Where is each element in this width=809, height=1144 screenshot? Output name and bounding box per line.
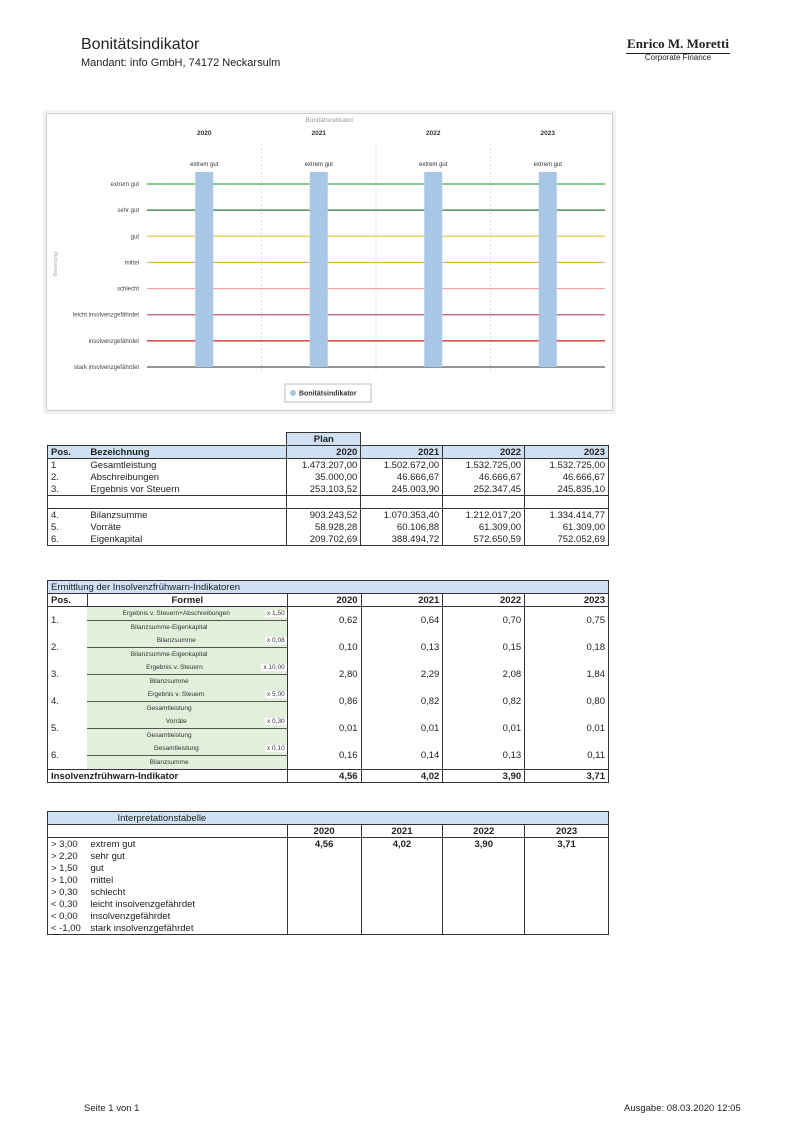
column-header: Pos. — [48, 594, 88, 607]
rating-value: 4,56 — [287, 838, 361, 851]
empty-cell — [287, 898, 361, 910]
rating-value: 3,90 — [443, 838, 525, 851]
column-header: 2021 — [361, 594, 443, 607]
row-value: 1.334.414,77 — [525, 509, 609, 522]
row-value: 245.003,90 — [361, 483, 443, 496]
total-value: 3,90 — [443, 770, 525, 783]
empty-cell — [443, 874, 525, 886]
interpretation-row — [48, 850, 609, 862]
table-row — [48, 483, 609, 496]
formula-numerator — [87, 742, 287, 756]
empty-cell — [443, 910, 525, 922]
numerator-text: Bilanzsumme — [156, 637, 196, 644]
row-value: 0,64 — [361, 607, 443, 635]
empty-cell — [525, 910, 609, 922]
category-label: 2020 — [197, 130, 212, 137]
row-value: 1.502.672,00 — [361, 459, 443, 472]
rating-value: 3,71 — [525, 838, 609, 851]
empty-cell — [287, 874, 361, 886]
legend-marker — [290, 390, 296, 396]
row-value: 0,82 — [443, 688, 525, 715]
empty-cell — [525, 898, 609, 910]
row-label: Ergebnis vor Steuern — [87, 483, 286, 496]
row-value: 0,62 — [287, 607, 361, 635]
formula-numerator — [87, 607, 287, 621]
column-header: 2021 — [361, 446, 443, 459]
column-header: Pos. — [48, 446, 88, 459]
numerator-text: Gesamtleistung — [153, 745, 199, 752]
column-header: Bezeichnung — [87, 446, 286, 459]
row-value: 1,84 — [525, 661, 609, 688]
header-blank — [87, 825, 287, 838]
empty-cell — [443, 850, 525, 862]
interpretation-row — [48, 910, 609, 922]
row-value: 0,01 — [525, 715, 609, 742]
empty-cell — [287, 862, 361, 874]
formula-denominator — [87, 729, 287, 743]
factor-text: x 5,00 — [266, 691, 285, 698]
column-header: 2023 — [525, 594, 609, 607]
numerator-text: Ergebnis v. Steuern — [146, 664, 203, 671]
threshold: > 0,30 — [48, 886, 88, 898]
formula-numerator — [87, 634, 287, 648]
threshold: < 0,00 — [48, 910, 88, 922]
row-value: 1.473.207,00 — [287, 459, 361, 472]
formula-row — [48, 715, 609, 729]
interpretation-row — [48, 898, 609, 910]
empty-cell — [525, 922, 609, 935]
table-row — [48, 459, 609, 472]
row-pos: 2. — [48, 634, 88, 661]
numerator-text: Vorräte — [165, 718, 187, 725]
column-header: 2022 — [443, 446, 525, 459]
row-value: 46.666,67 — [361, 471, 443, 483]
level-label: mittel — [124, 260, 139, 267]
formula-row — [48, 742, 609, 756]
level-label: stark insolvenzgefährdet — [73, 365, 139, 371]
total-value: 4,02 — [361, 770, 443, 783]
formula-numerator — [87, 661, 287, 675]
level-label: gut — [130, 234, 139, 241]
rating-label: insolvenzgefährdet — [90, 910, 171, 922]
rating-value: 4,02 — [361, 838, 443, 851]
column-header: 2022 — [443, 825, 525, 838]
interpretation-row — [48, 922, 609, 935]
threshold: < 0,30 — [48, 898, 88, 910]
row-value: 0,82 — [361, 688, 443, 715]
empty-cell — [443, 922, 525, 935]
bar — [539, 172, 557, 367]
rating-label: extrem gut — [90, 838, 136, 850]
brand-name: Enrico M. Moretti — [626, 36, 730, 54]
interpretation-row — [48, 874, 609, 886]
denominator-text: Gesamtleistung — [146, 732, 192, 739]
column-header: 2022 — [443, 594, 525, 607]
row-value: 0,70 — [443, 607, 525, 635]
row-value: 0,11 — [525, 742, 609, 770]
row-value: 252.347,45 — [443, 483, 525, 496]
row-value: 1.532.725,00 — [525, 459, 609, 472]
row-value: 0,10 — [287, 634, 361, 661]
header-blank — [48, 825, 88, 838]
level-label: sehr gut — [117, 208, 139, 215]
numerator-text: Ergebnis v. Steuern — [147, 691, 205, 698]
rating-label: schlecht — [90, 886, 126, 898]
formula-row — [48, 607, 609, 621]
interpretation-table-title: Interpretationstabelle — [87, 812, 287, 825]
interpretation-row — [48, 838, 609, 851]
bar — [424, 172, 442, 367]
threshold: > 3,00 — [48, 838, 88, 851]
row-value: 2,80 — [287, 661, 361, 688]
row-value: 0,16 — [287, 742, 361, 770]
row-pos: 3. — [48, 483, 88, 496]
empty-cell — [525, 874, 609, 886]
column-header: 2020 — [287, 446, 361, 459]
category-label: 2022 — [426, 130, 441, 137]
row-pos: 3. — [48, 661, 88, 688]
level-label: extrem gut — [110, 182, 139, 188]
category-label: 2023 — [540, 130, 555, 137]
brand-subtitle: Corporate Finance — [644, 53, 712, 62]
row-value: 0,80 — [525, 688, 609, 715]
row-value: 0,01 — [361, 715, 443, 742]
interpretation-row — [48, 886, 609, 898]
empty-cell — [525, 850, 609, 862]
row-value: 209.702,69 — [287, 533, 361, 546]
formula-numerator — [87, 688, 287, 702]
empty-cell — [525, 886, 609, 898]
level-label: leicht insolvenzgefährdet — [72, 312, 139, 319]
row-pos: 5. — [48, 521, 88, 533]
bar — [195, 172, 213, 367]
formula-row — [48, 634, 609, 648]
table-row — [48, 533, 609, 546]
threshold: < -1,00 — [48, 922, 88, 935]
row-value: 46.666,67 — [443, 471, 525, 483]
denominator-text: Bilanzsumme — [149, 678, 189, 685]
row-value: 903.243,52 — [287, 509, 361, 522]
row-value: 0,75 — [525, 607, 609, 635]
rating-label: sehr gut — [90, 850, 125, 862]
row-pos: 4. — [48, 509, 88, 522]
empty-cell — [525, 862, 609, 874]
factor-text: x 0,30 — [266, 718, 285, 725]
rating-label: mittel — [90, 874, 114, 886]
empty-cell — [443, 862, 525, 874]
total-value: 4,56 — [287, 770, 361, 783]
total-label: Insolvenzfrühwarn-Indikator — [48, 770, 288, 783]
row-label: Bilanzsumme — [90, 509, 148, 521]
empty-cell — [361, 922, 443, 935]
row-value: 0,15 — [443, 634, 525, 661]
rating-label: gut — [90, 862, 104, 874]
denominator-text: Bilanzsumme-Eigenkapital — [130, 624, 208, 631]
empty-cell — [287, 922, 361, 935]
threshold: > 1,00 — [48, 874, 88, 886]
bonitaet-chart — [47, 114, 612, 410]
column-header: 2020 — [287, 594, 361, 607]
row-value: 2,08 — [443, 661, 525, 688]
formula-numerator — [87, 715, 287, 729]
empty-cell — [443, 886, 525, 898]
empty-cell — [361, 850, 443, 862]
formula-denominator — [87, 756, 287, 770]
base-data-table — [47, 432, 609, 546]
legend-label: Bonitätsindikator — [299, 390, 357, 398]
row-value: 752.052,69 — [525, 533, 609, 546]
table-row — [48, 521, 609, 533]
threshold: > 1,50 — [48, 862, 88, 874]
row-value: 61.309,00 — [525, 521, 609, 533]
numerator-text: Ergebnis v. Steuern+Abschreibungen — [122, 610, 230, 617]
row-value: 0,01 — [287, 715, 361, 742]
interpretation-row — [48, 862, 609, 874]
row-value: 1.532.725,00 — [443, 459, 525, 472]
row-label: Eigenkapital — [87, 533, 286, 546]
row-value: 0,13 — [361, 634, 443, 661]
empty-cell — [361, 898, 443, 910]
bar-label: extrem gut — [304, 162, 333, 168]
formula-denominator — [87, 621, 287, 635]
bar-label: extrem gut — [419, 162, 448, 168]
factor-text: x 1,50 — [266, 610, 285, 617]
page-number: Seite 1 von 1 — [84, 1103, 140, 1114]
category-label: 2021 — [311, 130, 326, 137]
indicator-table — [47, 580, 609, 783]
row-value: 0,86 — [287, 688, 361, 715]
row-value: 0,18 — [525, 634, 609, 661]
factor-text: x 0,08 — [266, 637, 285, 644]
plan-label: Plan — [287, 433, 361, 446]
factor-text: x 0,10 — [266, 745, 285, 752]
row-label: Abschreibungen — [90, 471, 160, 483]
empty-cell — [287, 886, 361, 898]
level-label: insolvenzgefährdet — [88, 338, 139, 345]
factor-text: x 10,00 — [263, 664, 285, 671]
issue-date: Ausgabe: 08.03.2020 12:05 — [624, 1103, 741, 1114]
denominator-text: Bilanzsumme — [149, 759, 189, 766]
page-subtitle: Mandant: info GmbH, 74172 Neckarsulm — [81, 57, 281, 69]
threshold: > 2,20 — [48, 850, 88, 862]
rating-label: stark insolvenzgefährdet — [87, 922, 287, 935]
row-label: Vorräte — [90, 521, 122, 533]
y-axis-label: Bewertung — [53, 252, 59, 276]
row-value: 0,13 — [443, 742, 525, 770]
rating-label: leicht insolvenzgefährdet — [90, 898, 196, 910]
row-value: 58.928,28 — [287, 521, 361, 533]
total-value: 3,71 — [525, 770, 609, 783]
row-label: Gesamtleistung — [90, 459, 157, 471]
empty-cell — [361, 886, 443, 898]
empty-cell — [443, 898, 525, 910]
bar-label: extrem gut — [533, 162, 562, 168]
interpretation-table — [47, 811, 609, 935]
indicator-table-title: Ermittlung der Insolvenzfrühwarn-Indikatoren — [48, 581, 609, 594]
formula-denominator — [87, 648, 287, 662]
table-row — [48, 509, 609, 522]
formula-denominator — [87, 702, 287, 716]
chart-panel — [46, 113, 613, 411]
row-value: 2,29 — [361, 661, 443, 688]
row-pos: 6. — [48, 742, 88, 770]
row-value: 35.000,00 — [287, 471, 361, 483]
column-header: 2023 — [525, 825, 609, 838]
row-pos: 4. — [48, 688, 88, 715]
column-header: Formel — [87, 594, 287, 607]
row-value: 572.650,59 — [443, 533, 525, 546]
chart-title: Bonitätsindikator — [305, 117, 354, 124]
page-title: Bonitätsindikator — [81, 36, 200, 53]
empty-cell — [287, 850, 361, 862]
bar — [310, 172, 328, 367]
empty-cell — [361, 910, 443, 922]
formula-denominator — [87, 675, 287, 689]
row-value: 46.666,67 — [525, 471, 609, 483]
empty-cell — [361, 862, 443, 874]
row-pos: 1. — [48, 607, 88, 635]
column-header: 2021 — [361, 825, 443, 838]
row-pos: 2. — [48, 471, 88, 483]
row-value: 1.070.353,40 — [361, 509, 443, 522]
empty-cell — [287, 910, 361, 922]
table-row — [48, 471, 609, 483]
bar-label: extrem gut — [190, 162, 219, 168]
formula-row — [48, 661, 609, 675]
row-value: 253.103,52 — [287, 483, 361, 496]
row-value: 388.494,72 — [361, 533, 443, 546]
row-value: 245.835,10 — [525, 483, 609, 496]
empty-cell — [361, 874, 443, 886]
row-value: 0,14 — [361, 742, 443, 770]
row-pos: 6. — [48, 533, 88, 546]
row-pos: 1 — [48, 459, 88, 472]
row-pos: 5. — [48, 715, 88, 742]
row-value: 0,01 — [443, 715, 525, 742]
row-value: 60.106,88 — [361, 521, 443, 533]
row-value: 1.212.017,20 — [443, 509, 525, 522]
denominator-text: Bilanzsumme-Eigenkapital — [130, 651, 208, 658]
formula-row — [48, 688, 609, 702]
row-value: 61.309,00 — [443, 521, 525, 533]
denominator-text: Gesamtleistung — [146, 705, 192, 712]
level-label: schlecht — [116, 286, 139, 293]
column-header: 2023 — [525, 446, 609, 459]
column-header: 2020 — [287, 825, 361, 838]
